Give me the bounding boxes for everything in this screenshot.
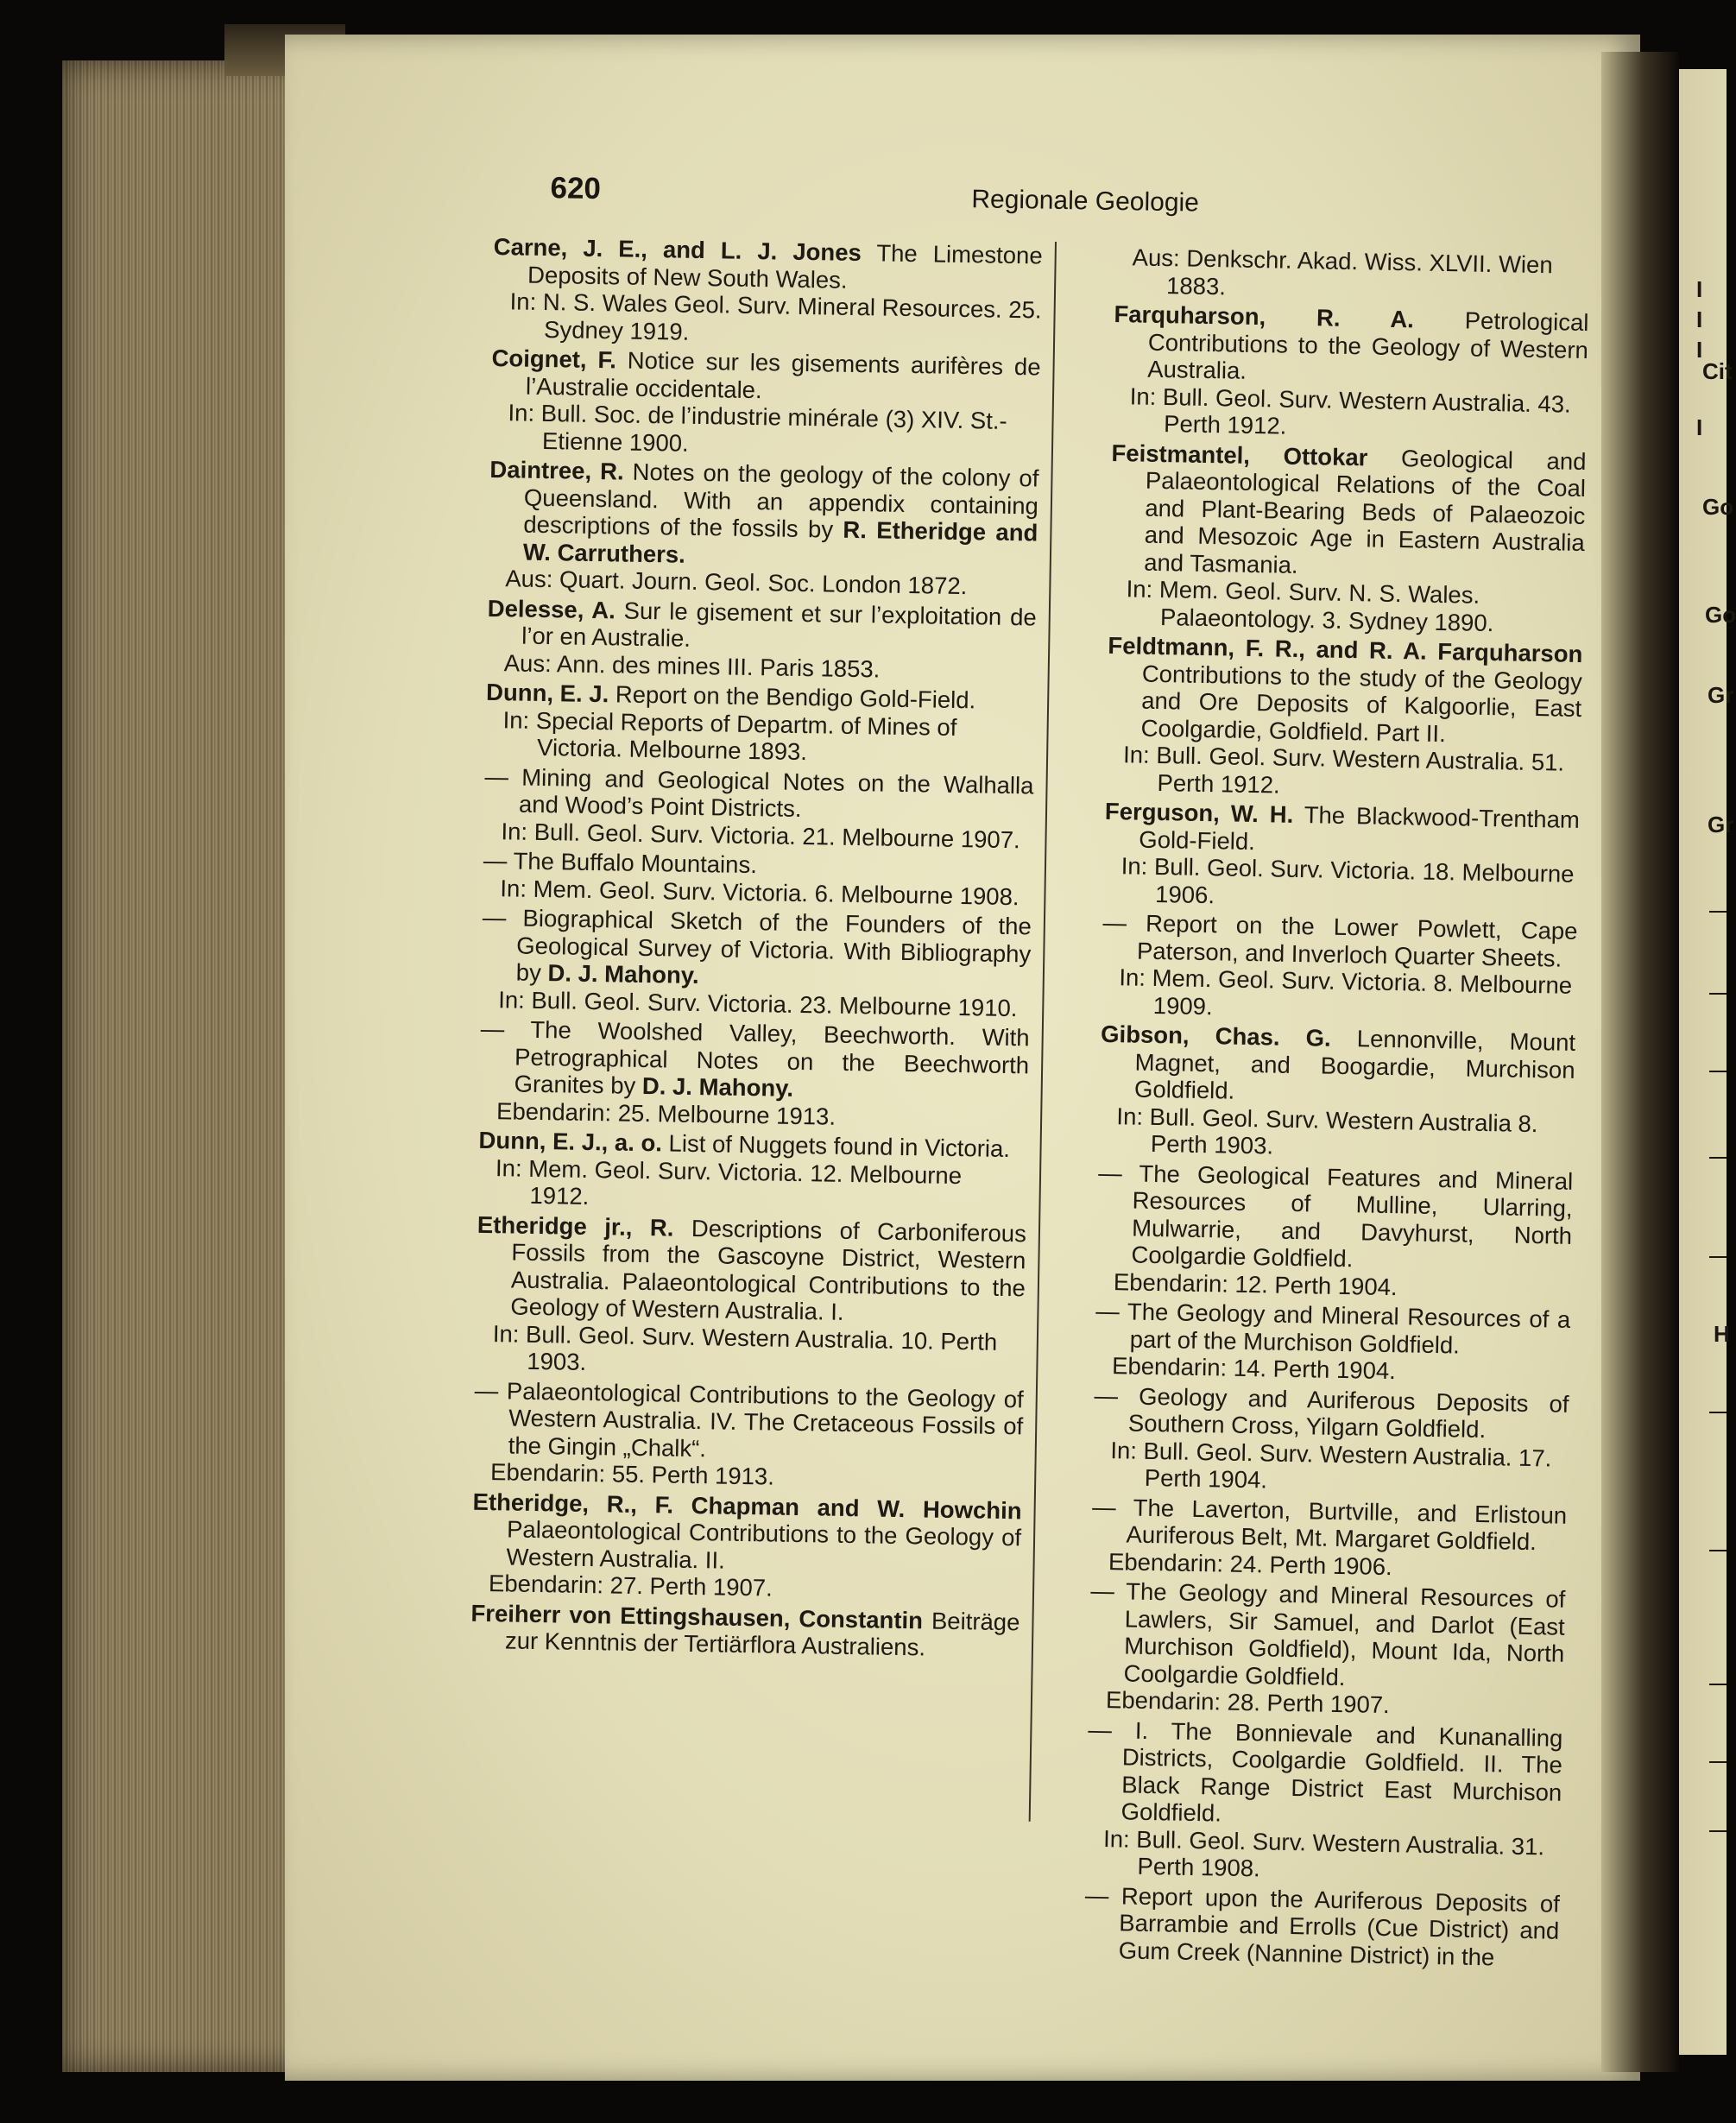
entry-title: Report upon the Auriferous Deposits of Barrambie and Errolls (Cue District) and Gum Creek (Nannine District) in the — [1118, 1881, 1561, 1970]
entry-title: Palaeontological Contributions to the Geology of Western Australia. IV. The Cretaceous Fossils of the Gingin „Chalk“. — [506, 1376, 1024, 1462]
entry-author: Ferguson, W. H. — [1104, 797, 1294, 828]
bibliography-entry — [1102, 909, 1578, 1027]
entry-citation — [1102, 909, 1578, 972]
entry-title: Biographical Sketch of the Founders of the Geological Survey of Victoria. With Bibliography by — [515, 904, 1032, 987]
entry-author: Delesse, A. — [487, 594, 616, 623]
entry-title: Notice sur les gisements aurifères de l’Australie occidentale. — [525, 346, 1041, 403]
entry-source: Ebendarin: 28. Perth 1907. — [1105, 1686, 1391, 1719]
entry-citation — [1104, 798, 1580, 861]
entry-source: In: Bull. Geol. Surv. Western Australia. 31. Perth 1908. — [1102, 1824, 1545, 1882]
entry-contributor: D. J. Mahony. — [641, 1071, 794, 1102]
entry-title: Petrological Contributions to the Geology of Western Australia. — [1147, 306, 1589, 384]
entry-author: Carne, J. E., and L. J. Jones — [493, 233, 862, 267]
next-page-dash — [1709, 1157, 1727, 1159]
entry-citation — [1095, 1298, 1570, 1361]
bibliography-entry — [475, 1210, 1026, 1383]
next-page-dash — [1709, 1550, 1727, 1551]
entry-citation — [1113, 300, 1589, 391]
entry-title: The Geology and Mineral Resources of Lawlers, Sir Samuel, and Darlot (East Murchison Goldfield), Mount Ida, North Coolgardie Goldfield. — [1123, 1577, 1566, 1690]
entry-author: — — [1095, 1297, 1121, 1325]
entry-citation — [1089, 1577, 1565, 1695]
entry-source: Aus: Denkschr. Akad. Wiss. XLVII. Wien 1883. — [1132, 243, 1553, 300]
entry-author: — — [1094, 1381, 1119, 1409]
entry-source: In: Bull. Geol. Surv. Western Australia. 10. Perth 1903. — [492, 1319, 998, 1375]
entry-citation — [1094, 1381, 1569, 1444]
entry-title: Report on the Bendigo Gold-Field. — [615, 680, 976, 714]
entry-author: Dunn, E. J., a. o. — [478, 1126, 663, 1157]
entry-title: Notes on the geology of the colony of Queensland. With an appendix containing descriptions of the fossils by — [523, 458, 1039, 543]
entry-author: — — [1102, 908, 1127, 937]
bibliography-entry — [1085, 1715, 1562, 1887]
entry-title: Descriptions of Carboniferous Fossils from the Gascoyne District, Western Australia. Palaeontological Contributions to the Geology of Western Australia. I. — [510, 1214, 1027, 1325]
bibliography-entry — [1089, 1577, 1566, 1722]
next-page-fragment: I — [1696, 306, 1703, 332]
entry-author: Daintree, R. — [489, 455, 624, 485]
bibliography-entry — [488, 456, 1039, 601]
entry-author: Etheridge, R., F. Chapman and W. Howchin — [472, 1488, 1022, 1524]
entry-source: Ebendarin: 12. Perth 1904. — [1113, 1267, 1398, 1300]
bibliography-entry — [1091, 1493, 1568, 1583]
bibliography-entry — [1093, 1381, 1569, 1499]
entry-title: Geological and Palaeontological Relations of the Coal and Plant-Bearing Beds of Palaeozoic and Mesozoic Age in Eastern Australia and Tasmania. — [1143, 444, 1587, 578]
bibliography-entry — [490, 344, 1041, 463]
entry-source: In: Bull. Geol. Surv. Western Australia 8. Perth 1903. — [1116, 1102, 1538, 1159]
entry-contributor: D. J. Mahony. — [547, 959, 699, 989]
next-page-fragment: Cit — [1702, 358, 1733, 384]
entry-source: In: Bull. Geol. Surv. Victoria. 18. Melbourne 1906. — [1121, 852, 1575, 908]
entry-author: Coignet, F. — [491, 344, 617, 374]
page-number: 620 — [550, 171, 602, 206]
entry-title: Sur le gisement et sur l’exploitation de l’or en Australie. — [521, 597, 1037, 652]
entry-citation — [1096, 1159, 1573, 1276]
entry-source: Ebendarin: 24. Perth 1906. — [1108, 1547, 1392, 1580]
bibliography-entry — [1114, 243, 1590, 306]
bibliography-entry — [1105, 632, 1582, 804]
running-head: Regionale Geologie — [971, 185, 1200, 218]
entry-author: Gibson, Chas. G. — [1100, 1020, 1331, 1052]
entry-source: In: Mem. Geol. Surv. Victoria. 12. Melbourne 1912. — [495, 1153, 963, 1210]
entry-title: List of Nuggets found in Victoria. — [668, 1129, 1011, 1163]
entry-citation — [473, 1376, 1023, 1467]
entry-author: Farquharson, R. A. — [1114, 300, 1415, 333]
entry-contributor: R. Etheridge and W. Carruthers. — [522, 515, 1038, 568]
entry-author: — — [1088, 1715, 1113, 1743]
next-page-fragment: I — [1696, 276, 1703, 302]
bibliography-entry — [473, 1376, 1024, 1494]
next-page-fragment: I — [1696, 337, 1703, 363]
next-page-dash — [1709, 1412, 1727, 1413]
entry-source: In: Bull. Geol. Surv. Western Australia. 51. Perth 1912. — [1122, 741, 1565, 799]
entry-citation — [493, 233, 1043, 297]
bibliography-entry — [1083, 1881, 1560, 1972]
entry-source: In: Bull. Geol. Surv. Western Australia. 43. Perth 1912. — [1129, 382, 1572, 439]
entry-citation — [482, 904, 1032, 995]
next-page-dash — [1709, 1684, 1727, 1685]
bibliography-entry — [1095, 1298, 1571, 1388]
entry-source: Ebendarin: 25. Melbourne 1913. — [496, 1096, 836, 1130]
entry-source: In: N. S. Wales Geol. Surv. Mineral Resources. 25. Sydney 1919. — [509, 287, 1042, 345]
entry-source: Ebendarin: 55. Perth 1913. — [489, 1458, 775, 1490]
entry-title: The Buffalo Mountains. — [513, 847, 758, 879]
entry-author: — — [483, 846, 508, 875]
bibliography-entry — [486, 594, 1036, 685]
next-page-fragment: H — [1714, 1321, 1730, 1347]
next-page-dash — [1709, 1071, 1727, 1072]
entry-title: I. The Bonnievale and Kunanalling Districts, Coolgardie Goldfield. II. The Black Range District East Murchison Goldfield. — [1121, 1716, 1563, 1827]
entry-source: In: Bull. Geol. Surv. Victoria. 21. Melbourne 1907. — [501, 817, 1020, 853]
bibliography-entry — [1099, 1020, 1576, 1166]
entry-citation — [470, 1599, 1020, 1663]
entry-author: Dunn, E. J. — [485, 678, 609, 708]
bibliography-entry — [1112, 300, 1589, 445]
entry-citation — [1106, 632, 1582, 749]
bibliography-entry — [1096, 1159, 1574, 1304]
next-page-fragment: Go — [1705, 602, 1736, 628]
entry-source: Aus: Ann. des mines III. Paris 1853. — [503, 648, 881, 682]
entry-author: Freiherr von Ettingshausen, Constantin — [470, 1599, 924, 1633]
next-page-fragment: I — [1696, 414, 1703, 440]
bibliography-entry — [479, 1015, 1030, 1134]
entry-author: — — [474, 1376, 499, 1404]
entry-source: In: Mem. Geol. Surv. N. S. Wales. Palaeontology. 3. Sydney 1890. — [1126, 575, 1494, 636]
entry-source: Aus: Quart. Journ. Geol. Soc. London 1872. — [505, 565, 968, 600]
entry-author: — — [1090, 1576, 1115, 1605]
next-page-dash — [1709, 1761, 1727, 1763]
entry-citation — [1086, 1715, 1562, 1833]
entry-source: In: Bull. Geol. Surv. Victoria. 23. Melbourne 1910. — [498, 985, 1018, 1021]
entry-author: — — [482, 903, 507, 932]
bibliography-entry — [481, 904, 1032, 1022]
entry-citation — [489, 456, 1039, 574]
entry-title: The Geology and Mineral Resources of a part of the Murchison Goldfield. — [1127, 1298, 1571, 1359]
entry-author: Etheridge jr., R. — [477, 1210, 674, 1242]
entry-title: Contributions to the study of the Geology and Ore Deposits of Kalgoorlie, East Coolgardie, Goldfield. Part II. — [1140, 660, 1583, 747]
entry-author: — — [1091, 1493, 1116, 1520]
bibliography-entry — [470, 1599, 1020, 1663]
bibliography-entry — [483, 847, 1032, 911]
entry-title: Report on the Lower Powlett, Cape Paterson, and Inverloch Quarter Sheets. — [1136, 909, 1578, 972]
entry-title: The Limestone Deposits of New South Wales. — [527, 239, 1043, 294]
next-page-dash — [1709, 993, 1727, 995]
right-column — [1083, 243, 1589, 1975]
entry-source: In: Bull. Soc. de l’industrie minérale (3) XIV. St.-Etienne 1900. — [508, 399, 1007, 457]
entry-title: Lennonville, Mount Magnet, and Boogardie, Murchison Goldfield. — [1133, 1025, 1576, 1104]
next-page-dash — [1709, 1256, 1727, 1258]
next-page-fragment: Gr — [1708, 682, 1734, 708]
left-column — [470, 233, 1043, 1665]
entry-source: In: Mem. Geol. Surv. Victoria. 6. Melbourne 1908. — [500, 874, 1020, 910]
bibliography-entry — [477, 1127, 1027, 1217]
entry-title: Geology and Auriferous Deposits of Southern Cross, Yilgarn Goldfield. — [1127, 1382, 1569, 1444]
next-page-fragment: Gr — [1708, 812, 1734, 837]
entry-citation — [487, 594, 1037, 658]
entry-source: Ebendarin: 27. Perth 1907. — [488, 1570, 773, 1602]
bibliography-entry — [1108, 439, 1587, 638]
entry-title: Mining and Geological Notes on the Walhalla and Wood’s Point Districts. — [518, 763, 1034, 823]
entry-title: Palaeontological Contributions to the Geology of Western Australia. II. — [506, 1515, 1022, 1574]
entry-source: In: Special Reports of Departm. of Mines of Victoria. Melbourne 1893. — [502, 705, 957, 766]
bibliography-entry — [485, 679, 1035, 769]
entry-citation — [476, 1210, 1026, 1329]
entry-title: The Blackwood-Trentham Gold-Field. — [1139, 801, 1581, 855]
entry-citation — [491, 344, 1041, 408]
entry-title: Beiträge zur Kenntnis der Tertiärflora Australiens. — [504, 1607, 1020, 1661]
next-page-fragment: Go — [1702, 494, 1734, 520]
entry-citation — [471, 1488, 1021, 1578]
entry-author: Feistmantel, Ottokar — [1111, 439, 1368, 471]
entry-citation — [1091, 1493, 1567, 1556]
entry-author: — — [484, 762, 509, 790]
entry-citation — [479, 1015, 1029, 1106]
bibliography-entry — [471, 1488, 1022, 1606]
entry-author: — — [1097, 1159, 1123, 1186]
entry-source: Ebendarin: 14. Perth 1904. — [1111, 1352, 1397, 1385]
entry-citation — [484, 762, 1034, 826]
entry-author: — — [1084, 1881, 1109, 1909]
entry-citation — [1109, 439, 1587, 584]
entry-author: Feldtmann, F. R., and R. A. Farquharson — [1108, 631, 1583, 667]
entry-author: — — [480, 1014, 505, 1043]
entry-citation — [1100, 1020, 1576, 1111]
next-page-dash — [1709, 911, 1727, 913]
book-gutter — [1601, 52, 1679, 2072]
entry-title: The Geological Features and Mineral Resources of Mulline, Ularring, Mulwarrie, and Davyhurst, North Coolgardie Goldfield. — [1131, 1159, 1574, 1273]
entry-source: In: Bull. Geol. Surv. Western Australia. 17. Perth 1904. — [1110, 1436, 1552, 1494]
bibliography-entry — [483, 762, 1033, 853]
bibliography-entry — [492, 233, 1043, 351]
bibliography-entry — [1103, 798, 1580, 915]
entry-source: In: Mem. Geol. Surv. Victoria. 8. Melbourne 1909. — [1119, 964, 1573, 1020]
next-page-dash — [1709, 1830, 1727, 1832]
entry-citation — [1083, 1881, 1560, 1972]
entry-title: The Laverton, Burtville, and Erlistoun Auriferous Belt, Mt. Margaret Goldfield. — [1126, 1494, 1568, 1556]
entry-title: The Woolshed Valley, Beechworth. With Petrographical Notes on the Beechworth Granites by — [514, 1015, 1030, 1099]
